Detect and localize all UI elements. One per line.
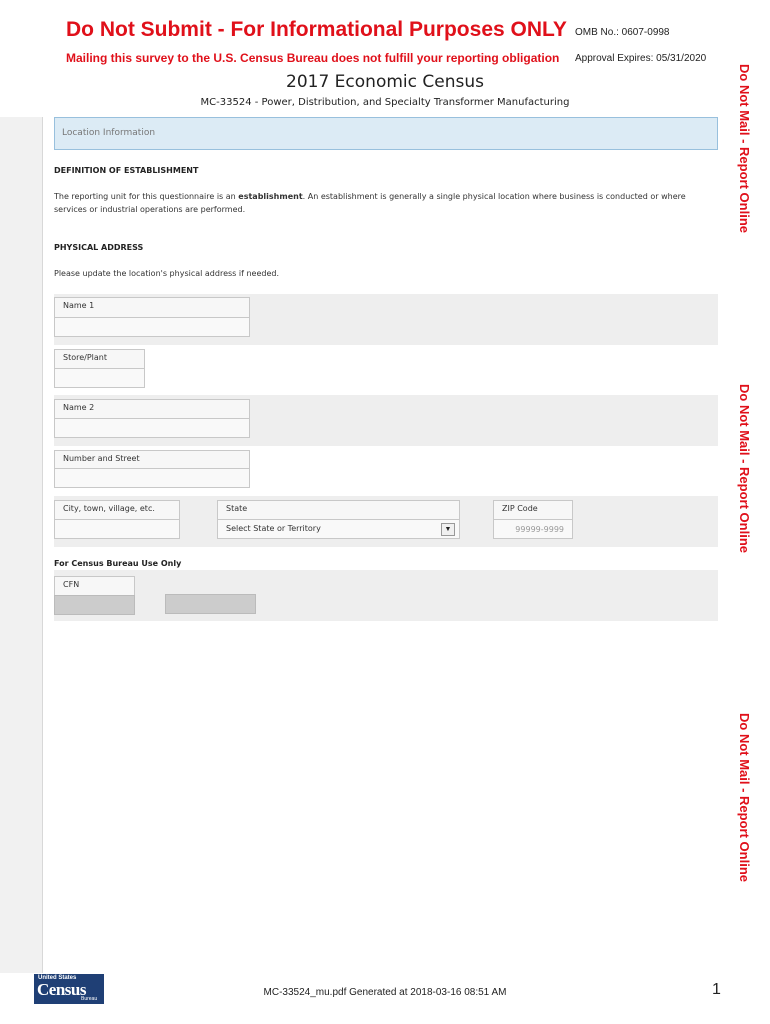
sidebar-notice-2: Do Not Mail - Report Online xyxy=(737,384,752,553)
store-plant-input[interactable] xyxy=(54,368,145,388)
street-row xyxy=(54,447,718,495)
definition-text-end: . An establishment is generally a single physical location where business is conducted or where services or industrial operations are performed. xyxy=(54,192,686,214)
address-instruction: Please update the location's physical address if needed. xyxy=(54,269,279,278)
footer-generated-text: MC-33524_mu.pdf Generated at 2018-03-16 08:51 AM xyxy=(263,987,507,998)
left-margin-panel xyxy=(0,117,43,973)
cfn-label: CFN xyxy=(54,576,135,596)
form-subtitle: MC-33524 - Power, Distribution, and Specialty Transformer Manufacturing xyxy=(200,97,570,108)
definition-term: establishment xyxy=(238,192,303,201)
state-label: State xyxy=(217,500,460,521)
name2-label: Name 2 xyxy=(54,399,250,420)
approval-expires: Approval Expires: 05/31/2020 xyxy=(575,53,707,64)
logo-main-text: Census xyxy=(37,980,86,999)
page-number: 1 xyxy=(712,981,721,998)
physical-address-heading: PHYSICAL ADDRESS xyxy=(54,243,144,252)
zip-input[interactable] xyxy=(493,519,573,539)
definition-text-start: The reporting unit for this questionnaire is an xyxy=(54,192,239,201)
omb-number: OMB No.: 0607-0998 xyxy=(575,27,670,38)
cfn-suffix-input xyxy=(165,594,256,614)
definition-heading: DEFINITION OF ESTABLISHMENT xyxy=(54,166,199,175)
state-selected-value: Select State or Territory xyxy=(226,524,321,533)
census-title: 2017 Economic Census xyxy=(286,72,484,92)
store-plant-label: Store/Plant xyxy=(54,349,145,370)
city-input[interactable] xyxy=(54,519,180,539)
office-use-row xyxy=(54,570,718,621)
sidebar-notice-1: Do Not Mail - Report Online xyxy=(737,64,752,233)
city-label: City, town, village, etc. xyxy=(54,500,180,521)
office-use-heading: For Census Bureau Use Only xyxy=(54,559,182,568)
location-information-label: Location Information xyxy=(62,128,156,138)
right-sidebar xyxy=(728,0,770,973)
warning-title: Do Not Submit - For Informational Purposes ONLY xyxy=(66,18,567,41)
cfn-input xyxy=(54,595,135,615)
name1-label: Name 1 xyxy=(54,297,250,318)
city-state-zip-row xyxy=(54,496,718,547)
name2-row xyxy=(54,395,718,446)
logo-top-text: United States xyxy=(38,975,77,981)
sidebar-notice-3: Do Not Mail - Report Online xyxy=(737,713,752,882)
store-plant-row xyxy=(54,346,718,394)
location-information-section xyxy=(54,117,718,150)
chevron-down-icon[interactable]: ▼ xyxy=(441,523,455,536)
name1-input[interactable] xyxy=(54,317,250,337)
logo-bottom-text: Bureau xyxy=(81,996,98,1002)
street-input[interactable] xyxy=(54,468,250,488)
zip-placeholder: 99999-9999 xyxy=(515,525,564,534)
street-label: Number and Street xyxy=(54,450,250,471)
warning-subtitle: Mailing this survey to the U.S. Census Bureau does not fulfill your reporting obligation xyxy=(66,51,560,65)
zip-label: ZIP Code xyxy=(493,500,573,521)
state-select[interactable] xyxy=(217,519,460,539)
name1-row xyxy=(54,294,718,345)
name2-input[interactable] xyxy=(54,418,250,438)
definition-text xyxy=(54,190,718,216)
